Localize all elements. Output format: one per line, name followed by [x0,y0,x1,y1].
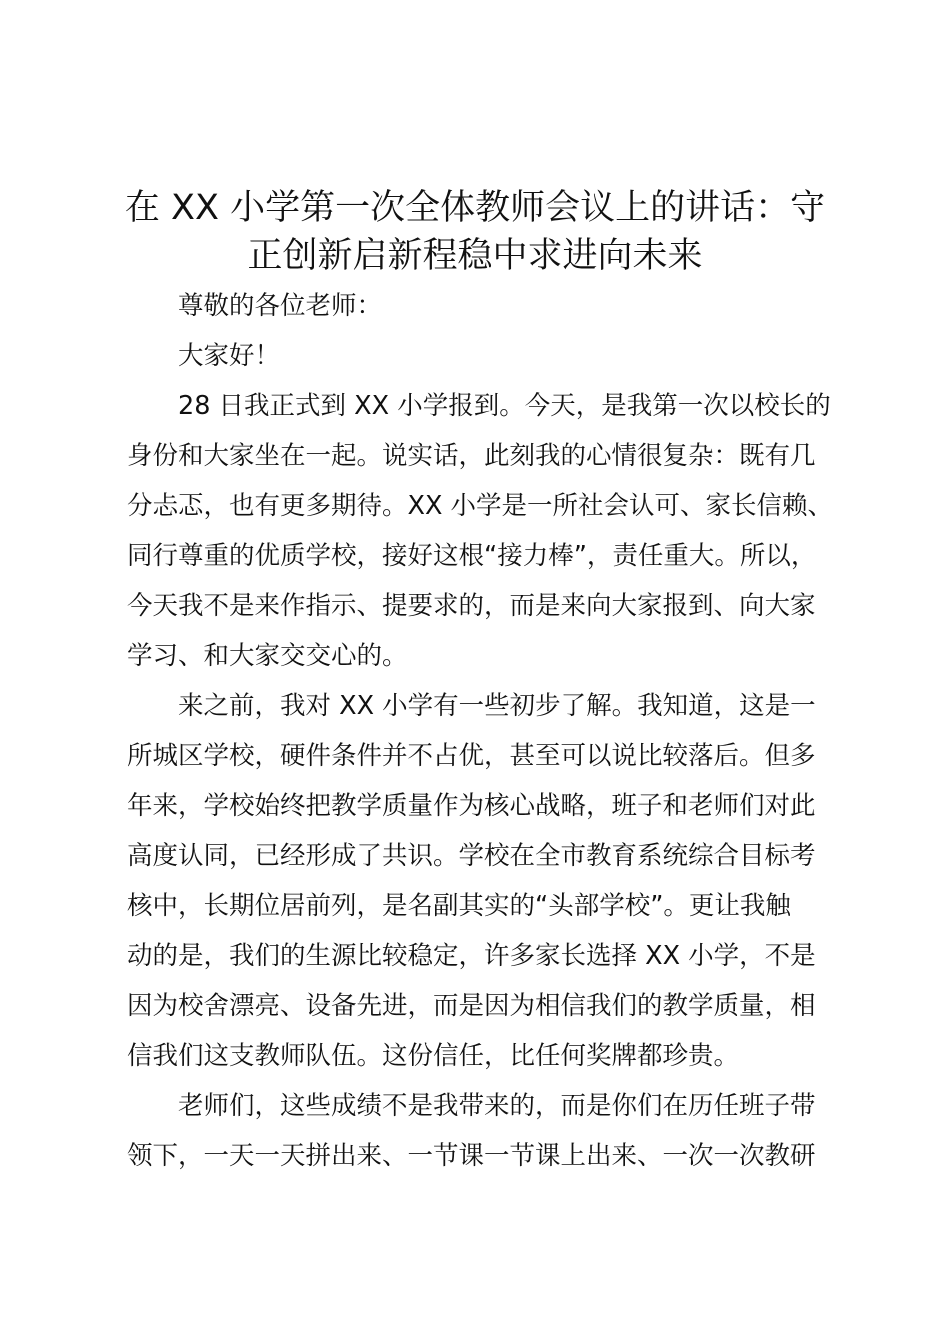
paragraph-line: 核中，长期位居前列，是名副其实的“头部学校”。更让我触 [127,891,791,921]
paragraph-line: 年来，学校始终把教学质量作为核心战略，班子和老师们对此 [127,791,816,821]
paragraph-line: 同行尊重的优质学校，接好这根“接力棒”，责任重大。所以， [127,541,817,571]
document-title-line-2: 正创新启新程稳中求进向未来 [247,236,703,276]
paragraph-line: 分忐忑，也有更多期待。XX 小学是一所社会认可、家长信赖、 [127,491,834,521]
paragraph-line: 身份和大家坐在一起。说实话，此刻我的心情很复杂：既有几 [127,441,816,471]
paragraph-line: 学习、和大家交交心的。 [127,641,408,671]
paragraph-line: 来之前，我对 XX 小学有一些初步了解。我知道，这是一 [178,691,816,721]
paragraph-line: 因为校舍漂亮、设备先进，而是因为相信我们的教学质量，相 [127,991,816,1021]
document-title-line-1: 在 XX 小学第一次全体教师会议上的讲话：守 [124,188,826,228]
salutation: 尊敬的各位老师： [178,291,383,321]
paragraph-line: 所城区学校，硬件条件并不占优，甚至可以说比较落后。但多 [127,741,816,771]
paragraph-line: 领下，一天一天拼出来、一节课一节课上出来、一次一次教研 [127,1141,816,1171]
paragraph-line: 今天我不是来作指示、提要求的，而是来向大家报到、向大家 [127,591,816,621]
paragraph-line: 老师们，这些成绩不是我带来的，而是你们在历任班子带 [178,1091,816,1121]
paragraph-line: 高度认同，已经形成了共识。学校在全市教育系统综合目标考 [127,841,816,871]
greeting: 大家好！ [178,341,281,371]
paragraph-line: 28 日我正式到 XX 小学报到。今天，是我第一次以校长的 [178,391,831,421]
paragraph-line: 动的是，我们的生源比较稳定，许多家长选择 XX 小学，不是 [127,941,816,971]
paragraph-line: 信我们这支教师队伍。这份信任，比任何奖牌都珍贵。 [127,1041,740,1071]
